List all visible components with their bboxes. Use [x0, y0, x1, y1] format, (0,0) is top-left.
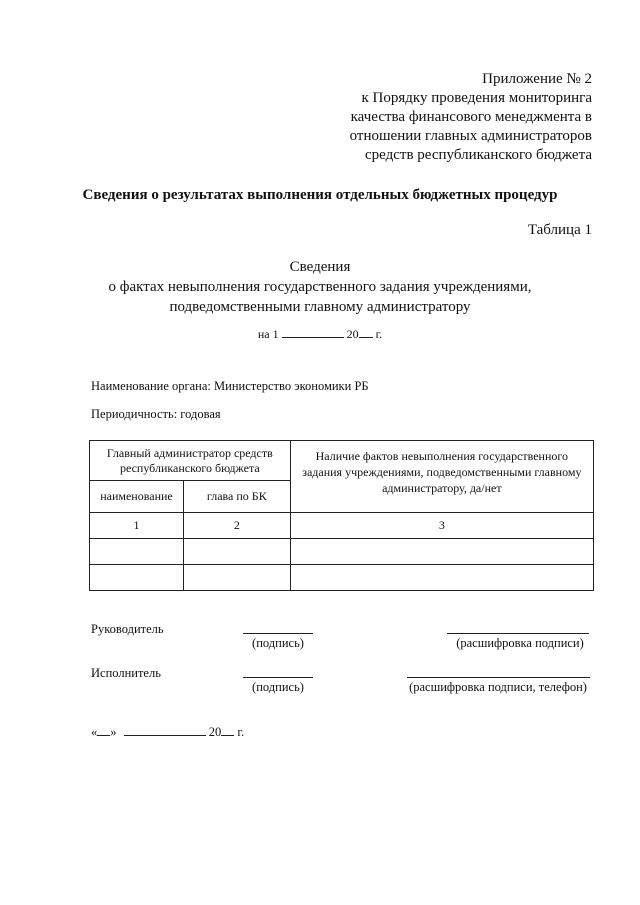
executor-label: Исполнитель [91, 666, 161, 680]
appendix-line: качества финансового менеджмента в [350, 109, 592, 125]
info-line: о фактах невыполнения государственного задания учреждениями, [108, 279, 532, 295]
table-cell[interactable] [290, 565, 593, 591]
data-table [89, 440, 594, 591]
info-line: подведомственными главному администратору [169, 299, 471, 315]
appendix-block [350, 70, 592, 165]
table-cell[interactable] [90, 565, 184, 591]
close-quote: » [110, 725, 117, 739]
executor-decode-caption: (расшифровка подписи, телефон) [409, 680, 587, 694]
column-number: 2 [183, 513, 290, 539]
year-blank [221, 734, 234, 736]
table-header-row [90, 441, 594, 481]
organ-name: Наименование органа: Министерство экономики РБ [91, 379, 369, 393]
column-number: 3 [290, 513, 593, 539]
header-chapter: глава по БК [183, 481, 290, 513]
column-number: 1 [90, 513, 184, 539]
section-title: Сведения о результатах выполнения отдельных бюджетных процедур [82, 187, 558, 203]
executor-decode-line[interactable] [407, 677, 590, 678]
head-signature-line[interactable] [243, 633, 313, 634]
date-prefix: на 1 [257, 327, 279, 341]
executor-signature-line[interactable] [243, 677, 313, 678]
date-suffix: г. [375, 327, 383, 341]
open-quote: « [91, 725, 98, 739]
executor-signature-caption: (подпись) [252, 680, 304, 694]
info-heading-block [0, 257, 640, 317]
table-cell[interactable] [183, 539, 290, 565]
table-cell[interactable] [90, 539, 184, 565]
appendix-line: к Порядку проведения мониторинга [361, 90, 592, 106]
date-suffix: г. [237, 725, 245, 739]
report-date-line [0, 327, 640, 342]
header-name: наименование [90, 481, 184, 513]
year-prefix: 20 [208, 725, 222, 739]
head-decode-caption: (расшифровка подписи) [456, 636, 584, 650]
header-facts: Наличие фактов невыполнения государственного задания учреждениями, подведомственными главному администратору, да/нет [290, 441, 593, 513]
info-heading: Сведения [289, 259, 351, 275]
table-label: Таблица 1 [527, 222, 592, 238]
header-admin-group: Главный администратор средств республиканского бюджета [90, 441, 291, 481]
year-prefix: 20 [346, 327, 359, 341]
head-decode-line[interactable] [447, 633, 589, 634]
table-cell[interactable] [290, 539, 593, 565]
appendix-line: средств республиканского бюджета [365, 147, 592, 163]
appendix-line: отношении главных администраторов [349, 128, 592, 144]
table-number-row [90, 513, 594, 539]
day-blank [97, 734, 110, 736]
table-row [90, 539, 594, 565]
table-cell[interactable] [183, 565, 290, 591]
head-signature-caption: (подпись) [252, 636, 304, 650]
year-blank [359, 336, 373, 338]
periodicity: Периодичность: годовая [91, 407, 221, 421]
month-blank [282, 336, 344, 338]
footer-date [91, 725, 244, 740]
table-row [90, 565, 594, 591]
month-blank [124, 734, 206, 736]
head-label: Руководитель [91, 622, 164, 636]
appendix-line: Приложение № 2 [482, 71, 592, 87]
